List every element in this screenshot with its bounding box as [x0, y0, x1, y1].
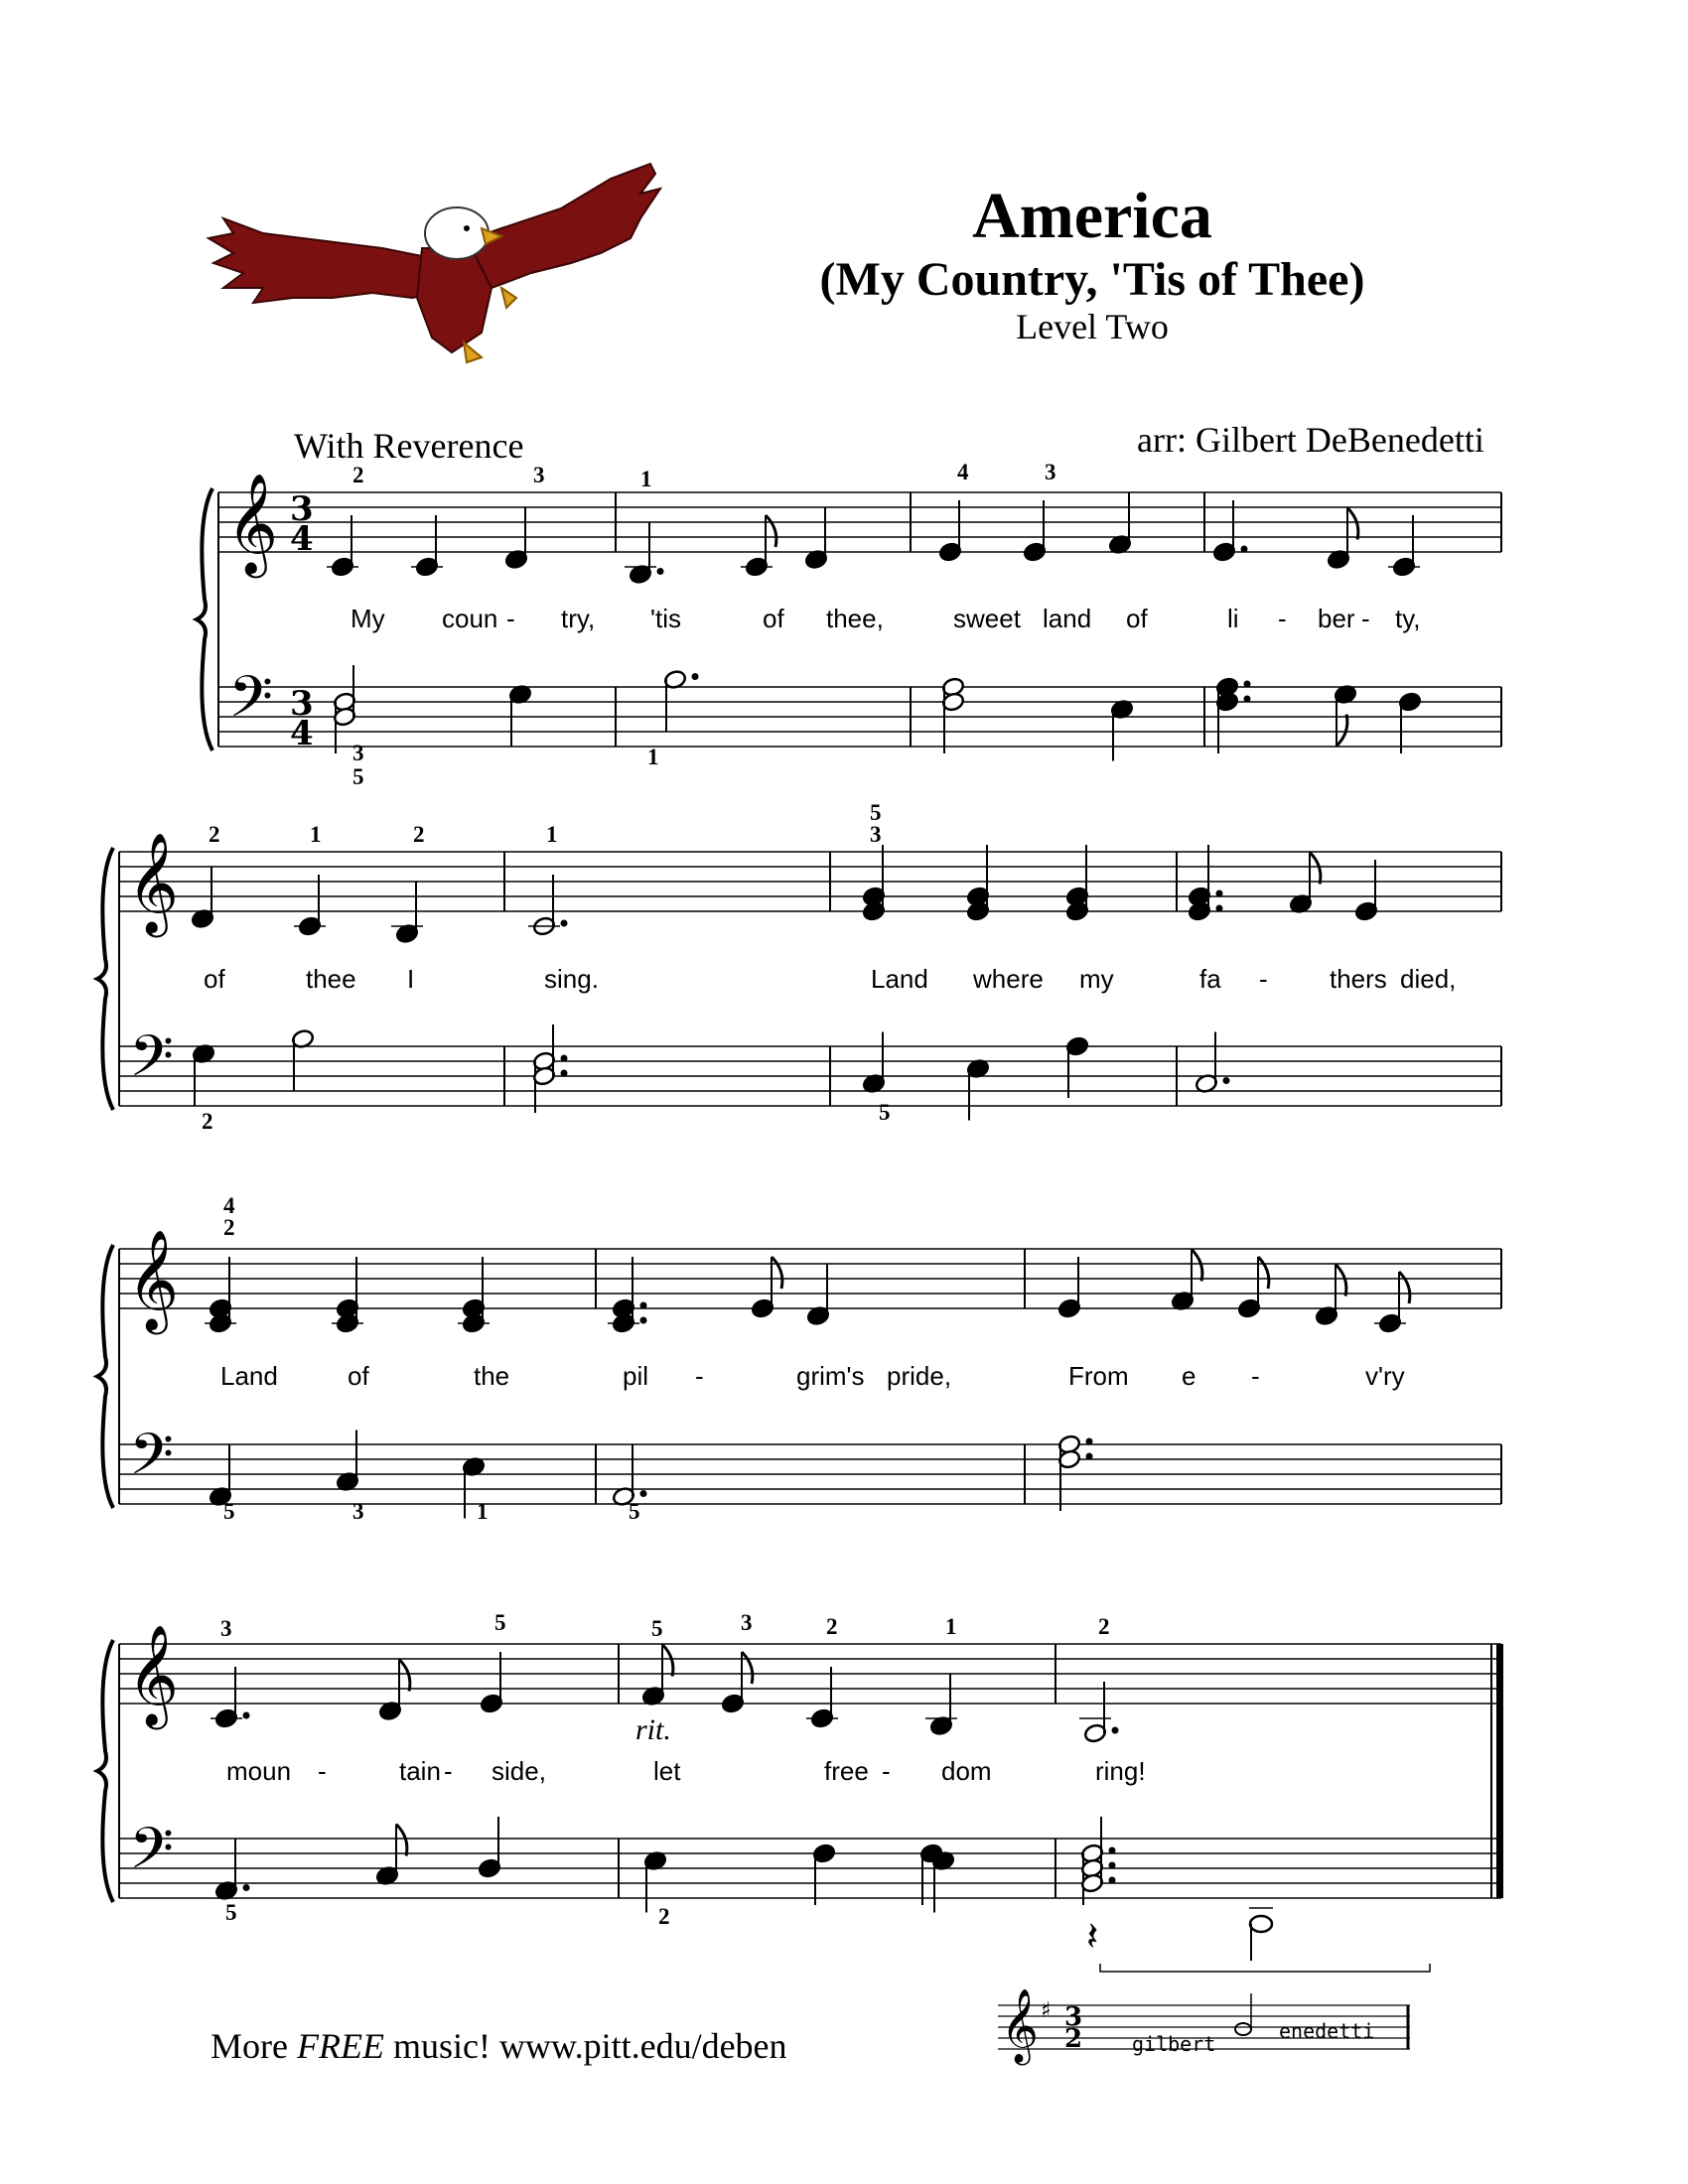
treble-clef-icon: 𝄞	[127, 1623, 180, 1725]
fingering-number: 2	[202, 1109, 213, 1134]
note	[211, 1667, 250, 1728]
note	[528, 875, 568, 936]
lyric-syllable: thers	[1330, 964, 1387, 994]
lyric-syllable: let	[653, 1756, 681, 1786]
lyric-syllable: free	[824, 1756, 869, 1786]
note	[1374, 1272, 1410, 1333]
note	[806, 1667, 838, 1728]
lyric-syllable: of	[763, 604, 784, 633]
note	[1079, 1682, 1119, 1743]
lyric-syllable: pride,	[887, 1361, 952, 1391]
note	[1195, 1032, 1229, 1094]
note	[1398, 692, 1422, 753]
fingering-number: 1	[546, 822, 558, 847]
note	[411, 515, 443, 577]
fingering-number: 1	[945, 1614, 957, 1639]
note-dot	[640, 1317, 647, 1324]
note-dot	[1216, 905, 1223, 912]
lyric-syllable: -	[1259, 964, 1268, 994]
note-dot	[1244, 696, 1251, 703]
level-label: Level Two	[1016, 307, 1169, 346]
lyric-syllable: dom	[941, 1756, 992, 1786]
lyric-syllable: -	[882, 1756, 891, 1786]
fingering-number: 1	[477, 1499, 489, 1524]
fingering-number: 3	[220, 1616, 232, 1641]
fingering-number: 2	[209, 822, 220, 847]
fingering-number: 2	[223, 1215, 235, 1240]
note-flag	[1347, 508, 1358, 540]
note	[378, 1660, 410, 1721]
lyric-syllable: 'tis	[650, 604, 681, 633]
lyric-syllable: coun	[442, 604, 498, 633]
fingering-number: 4	[957, 460, 969, 484]
lyric-syllable: li	[1227, 604, 1239, 633]
fingering-number: 5	[352, 764, 364, 789]
note	[209, 1445, 232, 1507]
note-dot	[561, 1070, 568, 1077]
lyric-syllable: ber	[1318, 604, 1355, 633]
note	[1334, 684, 1357, 746]
note	[214, 1840, 249, 1901]
lyric-syllable: land	[1043, 604, 1092, 633]
note-dot	[243, 1884, 250, 1891]
note	[931, 1850, 955, 1912]
brace	[97, 1245, 113, 1508]
note-flag	[742, 1652, 753, 1684]
note	[1057, 1449, 1092, 1511]
lyric-syllable: ty,	[1395, 604, 1421, 633]
lyric-syllable: moun	[226, 1756, 292, 1786]
treble-clef-icon: 𝄞	[226, 472, 279, 574]
fingering-number: 5	[629, 1499, 640, 1524]
note	[1215, 692, 1250, 753]
note-flag	[766, 515, 776, 547]
tempo-marking: With Reverence	[294, 426, 524, 466]
bass-clef-icon: 𝄢	[129, 1023, 175, 1104]
note	[741, 515, 776, 577]
lyric-syllable: thee	[306, 964, 356, 994]
lyric-syllable: -	[1278, 604, 1287, 633]
note-dot	[1109, 1877, 1116, 1884]
lyric-syllable: From	[1068, 1361, 1129, 1391]
note	[1110, 699, 1134, 760]
fingering-number: 2	[413, 822, 425, 847]
lyric-syllable: -	[444, 1756, 453, 1786]
note	[508, 684, 532, 746]
note	[1108, 493, 1132, 555]
note-dot	[657, 568, 664, 575]
treble-clef-icon: 𝄞	[127, 831, 180, 933]
note-flag	[1310, 853, 1321, 885]
lyric-syllable: -	[506, 604, 515, 633]
fingering-number: 3	[352, 741, 364, 765]
fingering-number: 3	[352, 1499, 364, 1524]
note	[966, 1058, 990, 1120]
note-flag	[1258, 1257, 1269, 1289]
note	[1354, 860, 1378, 921]
note	[804, 508, 828, 570]
lyric-syllable: v'ry	[1365, 1361, 1405, 1391]
brace	[197, 488, 212, 751]
lyric-syllable: sing.	[544, 964, 599, 994]
note	[1023, 500, 1047, 562]
lyric-syllable: thee,	[826, 604, 884, 633]
expression-rit: rit.	[635, 1713, 671, 1746]
note	[375, 1825, 407, 1886]
note	[1212, 500, 1247, 562]
brace	[97, 848, 113, 1110]
note	[480, 1652, 503, 1713]
half-note-head	[1250, 1916, 1272, 1932]
lyric-syllable: ring!	[1095, 1756, 1146, 1786]
lyric-syllable: my	[1079, 964, 1114, 994]
quarter-rest-icon: 𝄽	[1086, 1914, 1099, 1960]
note	[294, 875, 326, 936]
note-dot	[1244, 681, 1251, 688]
treble-clef-icon: 𝄞	[1001, 1989, 1039, 2063]
signature-time-bottom: 2	[1064, 2024, 1083, 2054]
note	[612, 1445, 646, 1507]
fingering-number: 1	[647, 745, 659, 769]
note	[504, 508, 528, 570]
treble-clef-icon: 𝄞	[127, 1228, 180, 1330]
system-4	[97, 1623, 1503, 1902]
note	[919, 1843, 943, 1905]
lyric-syllable: tain	[399, 1756, 441, 1786]
note	[1289, 853, 1321, 914]
note	[938, 500, 962, 562]
lyric-syllable: -	[695, 1361, 704, 1391]
note	[1065, 1036, 1089, 1098]
note	[751, 1257, 782, 1318]
lyric-syllable: of	[204, 964, 225, 994]
lyric-syllable: the	[474, 1361, 510, 1391]
signature-time-top: 3	[1064, 2002, 1083, 2032]
note-dot	[561, 920, 568, 927]
note-dot	[243, 1712, 250, 1719]
lyric-syllable: -	[1361, 604, 1370, 633]
signature-note-head	[1235, 2023, 1251, 2035]
fingering-number: 5	[225, 1900, 237, 1925]
lyric-syllable: -	[318, 1756, 327, 1786]
note	[721, 1652, 753, 1713]
note	[1327, 508, 1358, 570]
note	[1188, 845, 1222, 906]
lyric-syllable: fa	[1199, 964, 1221, 994]
fingering-number: 2	[1098, 1614, 1110, 1639]
note	[191, 868, 214, 929]
arranger-credit: arr: Gilbert DeBenedetti	[1137, 420, 1484, 460]
note	[806, 1265, 830, 1326]
time-signature-top: 3	[290, 684, 314, 724]
lyric-syllable: died,	[1400, 964, 1457, 994]
fingering-number: 5	[651, 1616, 663, 1641]
note-dot	[1086, 1438, 1093, 1445]
bass-clef-icon: 𝄢	[129, 1421, 175, 1502]
lyric-syllable: grim's	[796, 1361, 865, 1391]
lyric-syllable: I	[407, 964, 415, 994]
footer-link-text: More FREE music! www.pitt.edu/deben	[211, 2026, 787, 2066]
lyric-syllable: of	[348, 1361, 369, 1391]
note-dot	[640, 1302, 647, 1309]
note-dot	[1216, 890, 1223, 897]
note	[641, 1645, 673, 1706]
fingering-number: 3	[533, 463, 545, 487]
note-flag	[396, 1825, 407, 1856]
page-subtitle: (My Country, 'Tis of Thee)	[819, 253, 1365, 306]
note	[1057, 1257, 1081, 1318]
signature-first-name: gilbert	[1132, 2032, 1216, 2056]
fingering-number: 2	[826, 1614, 838, 1639]
note	[862, 1032, 886, 1094]
note-dot	[1109, 1862, 1116, 1869]
note-dot	[1223, 1077, 1230, 1084]
note	[925, 1675, 957, 1736]
brace	[97, 1640, 113, 1902]
note	[941, 692, 965, 753]
lyric-syllable: try,	[561, 604, 596, 633]
fingering-number: 3	[1045, 460, 1056, 484]
fingering-number: 5	[870, 800, 882, 825]
note	[327, 515, 358, 577]
note	[625, 523, 664, 585]
fingering-number: 1	[310, 822, 322, 847]
fingering-number: 2	[658, 1904, 670, 1929]
fingering-number: 3	[870, 822, 882, 847]
time-signature-top: 3	[290, 489, 314, 529]
fingering-number: 2	[352, 463, 364, 487]
fingering-number: 4	[223, 1193, 235, 1218]
note-dot	[561, 1055, 568, 1062]
time-signature-bottom: 4	[290, 714, 314, 753]
lyric-syllable: e	[1182, 1361, 1196, 1391]
note-dot	[1086, 1453, 1093, 1460]
fingering-number: 5	[494, 1610, 506, 1635]
note-flag	[1336, 1265, 1346, 1297]
note	[478, 1817, 501, 1878]
signature-bracket	[1086, 1908, 1430, 1972]
lyric-syllable: -	[1251, 1361, 1260, 1391]
lyric-syllable: My	[351, 604, 385, 633]
note	[391, 883, 423, 944]
fingering-number: 3	[741, 1610, 753, 1635]
note	[336, 1431, 359, 1492]
lyric-syllable: Land	[220, 1361, 278, 1391]
time-signature-bottom: 4	[290, 519, 314, 559]
note	[192, 1043, 215, 1105]
note	[612, 1257, 646, 1318]
note	[1171, 1250, 1202, 1311]
lyric-syllable: side,	[492, 1756, 546, 1786]
note	[1315, 1265, 1346, 1326]
note	[812, 1843, 836, 1905]
note	[1237, 1257, 1269, 1318]
note-flag	[1192, 1250, 1202, 1282]
bracket-line	[1100, 1964, 1430, 1972]
note-dot	[692, 673, 699, 680]
note-flag	[399, 1660, 410, 1692]
fingering-number: 1	[640, 467, 652, 491]
fingering-number: 5	[223, 1499, 235, 1524]
lyric-syllable: pil	[623, 1361, 649, 1391]
signature-last-name: enedetti	[1279, 2019, 1375, 2043]
bass-clef-icon: 𝄢	[129, 1815, 175, 1896]
composer-signature	[998, 1989, 1410, 2066]
lyric-syllable: Land	[871, 964, 928, 994]
note-dot	[1241, 546, 1248, 553]
lyric-syllable: of	[1126, 604, 1148, 633]
note-flag	[1399, 1272, 1410, 1303]
note-dot	[640, 1490, 647, 1497]
note-flag	[1336, 715, 1347, 747]
fingering-number: 5	[879, 1100, 891, 1125]
lyric-syllable: where	[973, 964, 1044, 994]
note-dot	[1112, 1727, 1119, 1734]
lyric-syllable: sweet	[953, 604, 1021, 633]
note-flag	[662, 1645, 673, 1677]
note-dot	[1109, 1847, 1116, 1854]
bass-clef-icon: 𝄢	[228, 663, 274, 745]
page-title: America	[972, 180, 1212, 252]
note-flag	[772, 1257, 782, 1289]
note	[663, 669, 698, 731]
sharp-icon: ♯	[1041, 1998, 1052, 2023]
note	[1388, 515, 1420, 577]
note	[291, 1028, 315, 1090]
final-barline-thick	[1496, 1644, 1503, 1898]
